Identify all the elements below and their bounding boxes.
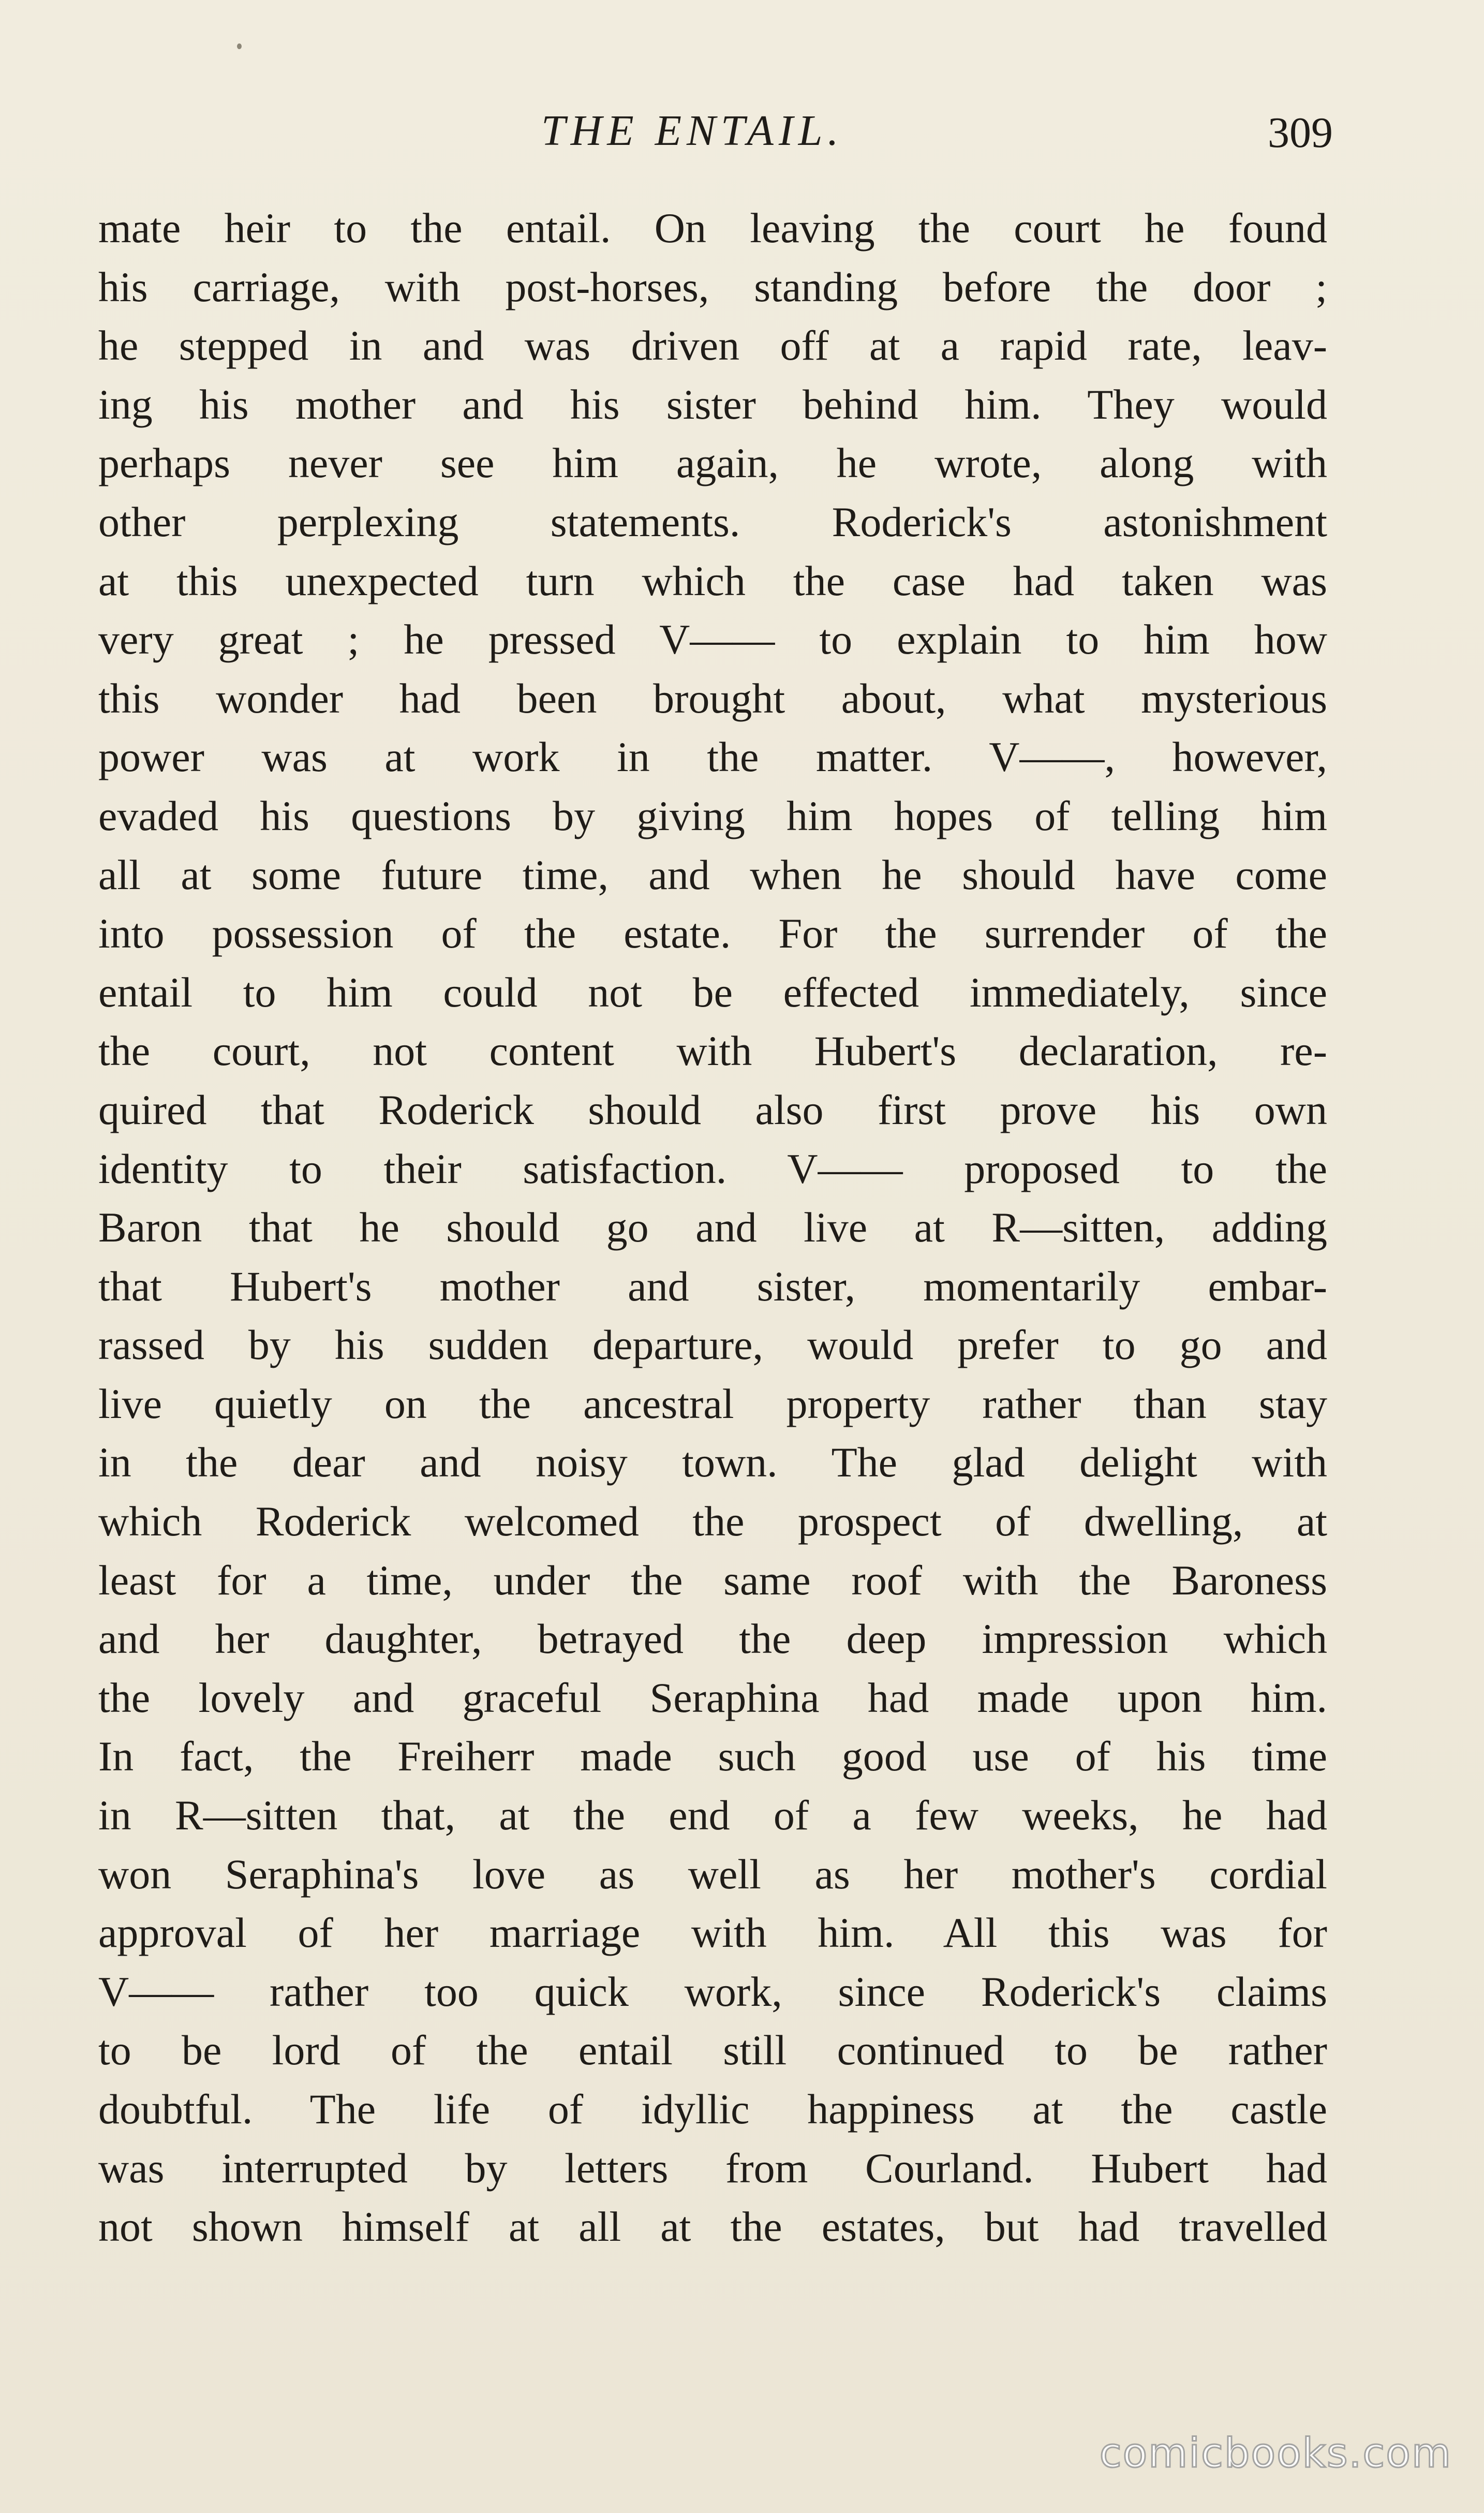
text-line: doubtful. The life of idyllic happiness at the castle [98, 2086, 1327, 2133]
text-line: live quietly on the ancestral property rather than stay [98, 1380, 1327, 1427]
text-line: In fact, the Freiherr made such good use of his time [98, 1733, 1327, 1780]
text-line: identity to their satisfaction. V—— proposed to the [98, 1145, 1327, 1192]
text-line: ing his mother and his sister behind him. They would [98, 380, 1327, 428]
text-line: very great ; he pressed V—— to explain to him how [98, 616, 1327, 663]
text-line: not shown himself at all at the estates, but had travelled [98, 2203, 1327, 2251]
text-line: his carriage, with post-horses, standing before the door ; [98, 263, 1327, 311]
text-line: which Roderick welcomed the prospect of dwelling, at [98, 1498, 1327, 1545]
text-line: to be lord of the entail still continued to be rather [98, 2027, 1327, 2074]
text-line: the court, not content with Hubert's declaration, re- [98, 1027, 1327, 1075]
text-line: all at some future time, and when he should have come [98, 851, 1327, 898]
text-line: entail to him could not be effected immediately, since [98, 968, 1327, 1016]
text-line: the lovely and graceful Seraphina had made upon him. [98, 1674, 1327, 1721]
body-text [98, 199, 1327, 2256]
text-line: approval of her marriage with him. All this was for [98, 1909, 1327, 1957]
text-line: won Seraphina's love as well as her mother's cordial [98, 1850, 1327, 1898]
text-line: at this unexpected turn which the case had taken was [98, 557, 1327, 604]
text-line: power was at work in the matter. V——, however, [98, 733, 1327, 781]
text-line: in R—sitten that, at the end of a few weeks, he had [98, 1792, 1327, 1839]
text-line: quired that Roderick should also first prove his own [98, 1086, 1327, 1133]
text-line: into possession of the estate. For the surrender of the [98, 910, 1327, 957]
text-line: Baron that he should go and live at R—sitten, adding [98, 1204, 1327, 1251]
text-line: least for a time, under the same roof with the Baroness [98, 1556, 1327, 1604]
running-head: THE ENTAIL. [541, 107, 844, 155]
text-line: he stepped in and was driven off at a rapid rate, leav- [98, 322, 1327, 369]
text-line: other perplexing statements. Roderick's astonishment [98, 498, 1327, 545]
text-line: evaded his questions by giving him hopes of telling him [98, 792, 1327, 839]
text-line: mate heir to the entail. On leaving the court he found [98, 204, 1327, 252]
text-line: that Hubert's mother and sister, momentarily embar- [98, 1262, 1327, 1310]
text-line: in the dear and noisy town. The glad delight with [98, 1439, 1327, 1486]
text-line: and her daughter, betrayed the deep impression which [98, 1615, 1327, 1663]
text-line: V—— rather too quick work, since Roderick's claims [98, 1968, 1327, 2015]
text-line: perhaps never see him again, he wrote, along with [98, 439, 1327, 487]
page-number: 309 [1268, 109, 1333, 157]
page-header [101, 102, 1333, 159]
text-line: was interrupted by letters from Courland. Hubert had [98, 2144, 1327, 2192]
page-speck [237, 43, 242, 49]
text-line: this wonder had been brought about, what mysterious [98, 674, 1327, 722]
watermark: comicbooks.com [1099, 2430, 1452, 2477]
text-line: rassed by his sudden departure, would prefer to go and [98, 1321, 1327, 1369]
